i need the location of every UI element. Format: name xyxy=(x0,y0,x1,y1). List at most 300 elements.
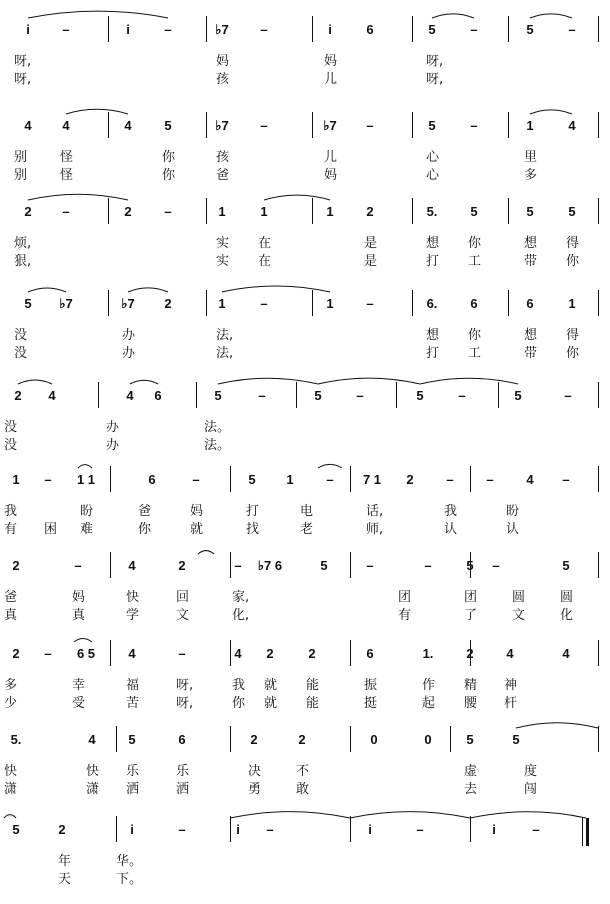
note: 2 xyxy=(164,296,172,311)
lyric-verse-2: 心 xyxy=(426,168,440,183)
note: i xyxy=(328,22,332,37)
note: 4 xyxy=(24,118,32,133)
lyric-verse-1: 福 xyxy=(126,678,140,693)
lyric-verse-2: 去 xyxy=(464,782,478,797)
lyric-verse-1: 乐 xyxy=(126,764,140,779)
note: 5. xyxy=(426,204,438,219)
barline xyxy=(312,16,313,42)
barline xyxy=(598,640,599,666)
lyric-verse-1: 爸 xyxy=(138,504,152,519)
note: – xyxy=(562,472,570,487)
lyric-verse-1: 爸 xyxy=(4,590,18,605)
lyric-verse-2: 法, xyxy=(216,346,234,361)
note: 5. xyxy=(10,732,22,747)
note: i xyxy=(236,822,240,837)
note: – xyxy=(260,118,268,133)
lyric-verse-2: 真 xyxy=(72,608,86,623)
lyric-verse-2: 洒 xyxy=(176,782,190,797)
barline xyxy=(108,112,109,138)
note: ♭7 xyxy=(121,296,135,311)
music-system xyxy=(0,634,610,718)
note: 6 5 xyxy=(76,646,96,661)
barline xyxy=(116,816,117,842)
lyric-verse-1: 想 xyxy=(524,328,538,343)
note: 5 xyxy=(562,558,570,573)
lyric-verse-2: 是 xyxy=(364,254,378,269)
note: 5 xyxy=(466,558,474,573)
lyric-verse-2: 天 xyxy=(58,872,72,887)
lyric-verse-2: 有 xyxy=(4,522,18,537)
lyric-verse-1: 团 xyxy=(464,590,478,605)
lyric-verse-2: 认 xyxy=(444,522,458,537)
lyric-verse-1: 呀, xyxy=(176,678,194,693)
lyric-verse-2: 潇 xyxy=(86,782,100,797)
note: – xyxy=(492,558,500,573)
note: ♭7 xyxy=(323,118,337,133)
note: 5 xyxy=(320,558,328,573)
barline xyxy=(412,290,413,316)
barline xyxy=(110,640,111,666)
lyric-verse-1: 我 xyxy=(232,678,246,693)
lyric-verse-1: 我 xyxy=(444,504,458,519)
lyric-verse-2: 能 xyxy=(306,696,320,711)
lyric-verse-1: 法。 xyxy=(204,420,231,435)
final-barline-thick xyxy=(586,818,589,846)
note: 1 xyxy=(12,472,20,487)
lyric-verse-2: 下。 xyxy=(116,872,143,887)
barline xyxy=(598,112,599,138)
lyric-verse-1: 能 xyxy=(306,678,320,693)
note: 5 xyxy=(568,204,576,219)
lyric-verse-1: 圆 xyxy=(512,590,526,605)
lyric-verse-2: 办 xyxy=(106,438,120,453)
lyric-verse-2: 找 xyxy=(246,522,260,537)
note: – xyxy=(192,472,200,487)
note: – xyxy=(458,388,466,403)
lyric-verse-1: 决 xyxy=(248,764,262,779)
note: 6 xyxy=(154,388,162,403)
note: 1 xyxy=(286,472,294,487)
note: 2 xyxy=(298,732,306,747)
lyric-verse-2: 老 xyxy=(300,522,314,537)
note: 2 xyxy=(266,646,274,661)
note: – xyxy=(470,118,478,133)
lyric-verse-2: 挺 xyxy=(364,696,378,711)
barline xyxy=(450,726,451,752)
note: 0 xyxy=(424,732,432,747)
lyric-verse-1: 虚 xyxy=(464,764,478,779)
barline xyxy=(598,198,599,224)
barline xyxy=(206,198,207,224)
note: – xyxy=(164,22,172,37)
lyric-verse-2: 就 xyxy=(190,522,204,537)
lyric-verse-2: 呀, xyxy=(14,72,32,87)
barline xyxy=(206,112,207,138)
note: 2 xyxy=(366,204,374,219)
lyric-verse-1: 圆 xyxy=(560,590,574,605)
lyric-verse-2: 困 xyxy=(44,522,58,537)
note: 6 xyxy=(526,296,534,311)
note: 1 xyxy=(218,204,226,219)
lyric-verse-2: 化 xyxy=(560,608,574,623)
note: i xyxy=(492,822,496,837)
lyric-verse-1: 是 xyxy=(364,236,378,251)
lyric-verse-2: 呀, xyxy=(176,696,194,711)
note: 6 xyxy=(178,732,186,747)
note: – xyxy=(446,472,454,487)
note: i xyxy=(130,822,134,837)
barline xyxy=(312,112,313,138)
note: 0 xyxy=(370,732,378,747)
lyric-verse-2: 法。 xyxy=(204,438,231,453)
note: ♭7 xyxy=(59,296,73,311)
barline xyxy=(350,816,351,842)
barline xyxy=(598,382,599,408)
note: – xyxy=(62,204,70,219)
barline xyxy=(108,198,109,224)
note: 5 xyxy=(470,204,478,219)
note: 2 xyxy=(178,558,186,573)
note: 5 xyxy=(428,118,436,133)
lyric-verse-2: 别 xyxy=(14,168,28,183)
lyric-verse-1: 我 xyxy=(4,504,18,519)
lyric-verse-1: 华。 xyxy=(116,854,143,869)
lyric-verse-1: 在 xyxy=(258,236,272,251)
lyric-verse-1: 心 xyxy=(426,150,440,165)
note: 2 xyxy=(12,558,20,573)
lyric-verse-2: 你 xyxy=(566,346,580,361)
lyric-verse-1: 想 xyxy=(426,328,440,343)
note: 1 xyxy=(218,296,226,311)
lyric-verse-1: 年 xyxy=(58,854,72,869)
lyric-verse-1: 快 xyxy=(86,764,100,779)
lyric-verse-1: 度 xyxy=(524,764,538,779)
note: 6 xyxy=(366,22,374,37)
music-system xyxy=(0,106,610,190)
note: 1 xyxy=(326,296,334,311)
lyric-verse-2: 打 xyxy=(426,254,440,269)
barline xyxy=(110,466,111,492)
barline xyxy=(508,198,509,224)
note: 4 xyxy=(124,118,132,133)
lyric-verse-1: 妈 xyxy=(190,504,204,519)
lyric-verse-2: 在 xyxy=(258,254,272,269)
note: – xyxy=(44,472,52,487)
barline xyxy=(412,16,413,42)
lyric-verse-1: 里 xyxy=(524,150,538,165)
lyric-verse-1: 团 xyxy=(398,590,412,605)
barline xyxy=(230,466,231,492)
lyric-verse-2: 腰 xyxy=(464,696,478,711)
lyric-verse-2: 孩 xyxy=(216,72,230,87)
note: 2 xyxy=(406,472,414,487)
lyric-verse-2: 呀, xyxy=(426,72,444,87)
note: – xyxy=(178,822,186,837)
note: 1. xyxy=(422,646,434,661)
barline xyxy=(508,16,509,42)
barline xyxy=(116,726,117,752)
barline xyxy=(312,198,313,224)
note: 5 xyxy=(214,388,222,403)
note: – xyxy=(62,22,70,37)
note: – xyxy=(532,822,540,837)
note: 7 1 xyxy=(362,472,382,487)
barline xyxy=(598,552,599,578)
note: 5 xyxy=(526,204,534,219)
note: 4 xyxy=(506,646,514,661)
barline xyxy=(196,382,197,408)
lyric-verse-2: 没 xyxy=(4,438,18,453)
lyric-verse-1: 法, xyxy=(216,328,234,343)
lyric-verse-2: 真 xyxy=(4,608,18,623)
lyric-verse-1: 不 xyxy=(296,764,310,779)
note: – xyxy=(178,646,186,661)
lyric-verse-2: 文 xyxy=(176,608,190,623)
lyric-verse-2: 敢 xyxy=(296,782,310,797)
lyric-verse-2: 洒 xyxy=(126,782,140,797)
note: 5 xyxy=(12,822,20,837)
lyric-verse-1: 快 xyxy=(4,764,18,779)
music-system xyxy=(0,10,610,94)
lyric-verse-2: 起 xyxy=(422,696,436,711)
lyric-verse-1: 你 xyxy=(468,328,482,343)
note: ♭7 xyxy=(215,22,229,37)
note: 2 xyxy=(58,822,66,837)
note: – xyxy=(74,558,82,573)
barline xyxy=(350,640,351,666)
note: 1 xyxy=(326,204,334,219)
note: – xyxy=(424,558,432,573)
lyric-verse-2: 带 xyxy=(524,254,538,269)
note: 5 xyxy=(428,22,436,37)
note: 4 xyxy=(562,646,570,661)
lyric-verse-1: 别 xyxy=(14,150,28,165)
lyric-verse-1: 家, xyxy=(232,590,250,605)
lyric-verse-2: 你 xyxy=(162,168,176,183)
note: 2 xyxy=(124,204,132,219)
lyric-verse-1: 办 xyxy=(122,328,136,343)
lyric-verse-2: 勇 xyxy=(248,782,262,797)
lyric-verse-1: 回 xyxy=(176,590,190,605)
note: i xyxy=(26,22,30,37)
lyric-verse-2: 多 xyxy=(524,168,538,183)
lyric-verse-1: 盼 xyxy=(506,504,520,519)
barline xyxy=(470,466,471,492)
lyric-verse-1: 怪 xyxy=(60,150,74,165)
lyric-verse-2: 少 xyxy=(4,696,18,711)
note: – xyxy=(356,388,364,403)
lyric-verse-1: 没 xyxy=(14,328,28,343)
lyric-verse-1: 乐 xyxy=(176,764,190,779)
note: 6 xyxy=(148,472,156,487)
note: 5 xyxy=(164,118,172,133)
lyric-verse-1: 实 xyxy=(216,236,230,251)
lyric-verse-1: 办 xyxy=(106,420,120,435)
barline xyxy=(206,16,207,42)
lyric-verse-1: 得 xyxy=(566,328,580,343)
lyric-verse-2: 认 xyxy=(506,522,520,537)
note: 4 xyxy=(234,646,242,661)
barline xyxy=(508,290,509,316)
lyric-verse-2: 化, xyxy=(232,608,250,623)
note: – xyxy=(366,296,374,311)
note: 4 xyxy=(128,558,136,573)
lyric-verse-2: 你 xyxy=(232,696,246,711)
final-barline-thin xyxy=(582,818,583,846)
barline xyxy=(350,726,351,752)
lyric-verse-2: 难 xyxy=(80,522,94,537)
lyric-verse-2: 工 xyxy=(468,254,482,269)
lyric-verse-2: 有 xyxy=(398,608,412,623)
music-system xyxy=(0,284,610,368)
lyric-verse-2: 闯 xyxy=(524,782,538,797)
lyric-verse-1: 话, xyxy=(366,504,384,519)
note: ♭7 xyxy=(215,118,229,133)
lyric-verse-2: 了 xyxy=(464,608,478,623)
lyric-verse-1: 打 xyxy=(246,504,260,519)
barline xyxy=(312,290,313,316)
lyric-verse-1: 幸 xyxy=(72,678,86,693)
note: 5 xyxy=(24,296,32,311)
note: – xyxy=(234,558,242,573)
note: 4 xyxy=(128,646,136,661)
barline xyxy=(108,290,109,316)
note: 1 xyxy=(260,204,268,219)
lyric-verse-2: 妈 xyxy=(324,168,338,183)
note: 4 xyxy=(126,388,134,403)
note: 5 xyxy=(128,732,136,747)
note: 5 xyxy=(512,732,520,747)
note: – xyxy=(470,22,478,37)
barline xyxy=(598,466,599,492)
lyric-verse-2: 儿 xyxy=(324,72,338,87)
lyric-verse-1: 妈 xyxy=(324,54,338,69)
barline xyxy=(350,466,351,492)
note: 5 xyxy=(526,22,534,37)
barline xyxy=(412,198,413,224)
note: 2 xyxy=(24,204,32,219)
note: 6 xyxy=(366,646,374,661)
lyric-verse-2: 受 xyxy=(72,696,86,711)
barline xyxy=(508,112,509,138)
note: – xyxy=(164,204,172,219)
barline xyxy=(470,816,471,842)
barline xyxy=(598,290,599,316)
lyric-verse-2: 就 xyxy=(264,696,278,711)
lyric-verse-1: 妈 xyxy=(216,54,230,69)
note: – xyxy=(564,388,572,403)
lyric-verse-1: 呀, xyxy=(426,54,444,69)
note: 2 xyxy=(308,646,316,661)
lyric-verse-1: 呀, xyxy=(14,54,32,69)
note: – xyxy=(326,472,334,487)
note: 5 xyxy=(248,472,256,487)
note: 1 xyxy=(526,118,534,133)
lyric-verse-2: 师, xyxy=(366,522,384,537)
note: 2 xyxy=(12,646,20,661)
lyric-verse-1: 儿 xyxy=(324,150,338,165)
lyric-verse-2: 潇 xyxy=(4,782,18,797)
barline xyxy=(296,382,297,408)
lyric-verse-2: 实 xyxy=(216,254,230,269)
barline xyxy=(598,726,599,752)
note: 4 xyxy=(568,118,576,133)
lyric-verse-2: 你 xyxy=(138,522,152,537)
note: 5 xyxy=(514,388,522,403)
lyric-verse-2: 文 xyxy=(512,608,526,623)
lyric-verse-1: 多 xyxy=(4,678,18,693)
note: – xyxy=(366,558,374,573)
music-system xyxy=(0,546,610,630)
note: 2 xyxy=(466,646,474,661)
music-system xyxy=(0,460,610,544)
barline xyxy=(396,382,397,408)
note: 4 xyxy=(48,388,56,403)
lyric-verse-1: 你 xyxy=(162,150,176,165)
lyric-verse-1: 快 xyxy=(126,590,140,605)
barline xyxy=(412,112,413,138)
lyric-verse-1: 精 xyxy=(464,678,478,693)
note: – xyxy=(260,22,268,37)
note: – xyxy=(486,472,494,487)
lyric-verse-2: 你 xyxy=(566,254,580,269)
note: 1 xyxy=(568,296,576,311)
lyric-verse-1: 妈 xyxy=(72,590,86,605)
lyric-verse-2: 办 xyxy=(122,346,136,361)
lyric-verse-2: 狠, xyxy=(14,254,32,269)
note: – xyxy=(366,118,374,133)
note: 6. xyxy=(426,296,438,311)
lyric-verse-1: 没 xyxy=(4,420,18,435)
lyric-verse-1: 盼 xyxy=(80,504,94,519)
barline xyxy=(498,382,499,408)
barline xyxy=(230,726,231,752)
note: 2 xyxy=(250,732,258,747)
lyric-verse-2: 工 xyxy=(468,346,482,361)
music-system xyxy=(0,192,610,276)
lyric-verse-2: 怪 xyxy=(60,168,74,183)
lyric-verse-2: 打 xyxy=(426,346,440,361)
note: – xyxy=(44,646,52,661)
music-system xyxy=(0,810,610,894)
note: i xyxy=(368,822,372,837)
lyric-verse-2: 苦 xyxy=(126,696,140,711)
lyric-verse-1: 神 xyxy=(504,678,518,693)
lyric-verse-1: 电 xyxy=(300,504,314,519)
note: ♭7 6 xyxy=(257,558,283,573)
note: – xyxy=(258,388,266,403)
barline xyxy=(206,290,207,316)
note: 5 xyxy=(416,388,424,403)
lyric-verse-2: 带 xyxy=(524,346,538,361)
lyric-verse-1: 得 xyxy=(566,236,580,251)
note: 5 xyxy=(466,732,474,747)
note: i xyxy=(126,22,130,37)
note: 1 1 xyxy=(76,472,96,487)
lyric-verse-2: 学 xyxy=(126,608,140,623)
note: 4 xyxy=(88,732,96,747)
lyric-verse-2: 没 xyxy=(14,346,28,361)
lyric-verse-2: 爸 xyxy=(216,168,230,183)
note: 4 xyxy=(526,472,534,487)
music-system xyxy=(0,376,610,460)
lyric-verse-1: 作 xyxy=(422,678,436,693)
lyric-verse-1: 就 xyxy=(264,678,278,693)
note: 6 xyxy=(470,296,478,311)
lyric-verse-1: 振 xyxy=(364,678,378,693)
barline xyxy=(350,552,351,578)
note: 2 xyxy=(14,388,22,403)
